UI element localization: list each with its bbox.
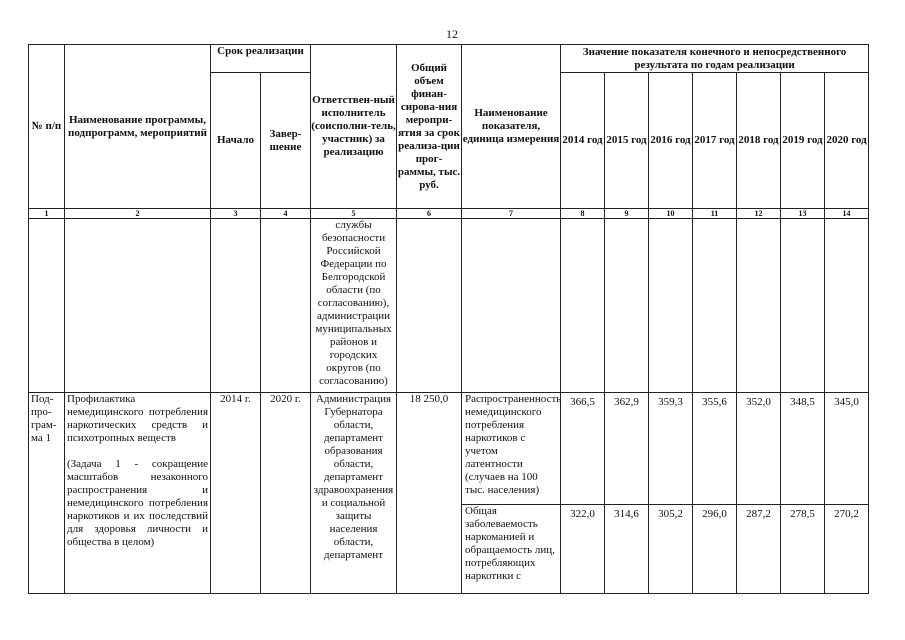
indicator-value: 287,2 xyxy=(737,504,780,593)
indicator-cell xyxy=(462,393,561,594)
column-number: 4 xyxy=(261,209,311,219)
column-number: 6 xyxy=(397,209,462,219)
header-year: 2016 год xyxy=(649,73,693,209)
subprogram-row xyxy=(29,393,869,594)
subprogram-task: (Задача 1 - сокращение масштабов незаконного распространения и немедицинского потребления наркотиков и их последствий для здоровья личности и общества в целом) xyxy=(67,458,208,548)
indicator-value: 314,6 xyxy=(605,504,648,593)
column-number: 9 xyxy=(605,209,649,219)
header-indicator: Наименование показателя, единица измерения xyxy=(462,45,561,209)
header-year: 2017 год xyxy=(693,73,737,209)
column-number: 8 xyxy=(561,209,605,219)
header-volume: Общий объем финан-сирова-ния меропри-ятия за срок реализа-ции прог-раммы, тыс. руб. xyxy=(397,45,462,209)
indicator-value: 362,9 xyxy=(614,396,639,408)
indicator-value: 305,2 xyxy=(649,504,692,593)
column-number: 10 xyxy=(649,209,693,219)
value-cell xyxy=(693,393,737,594)
column-number: 3 xyxy=(211,209,261,219)
column-number: 14 xyxy=(825,209,869,219)
header-year: 2014 год xyxy=(561,73,605,209)
header-start: Начало xyxy=(211,73,261,209)
header-executor: Ответствен-ный исполнитель (соисполни-тель, участник) за реализацию xyxy=(311,45,397,209)
header-year: 2019 год xyxy=(781,73,825,209)
column-number: 12 xyxy=(737,209,781,219)
continuation-row xyxy=(29,219,869,393)
indicator-value: 296,0 xyxy=(693,504,736,593)
indicator-value: 348,5 xyxy=(790,396,815,408)
indicator-value: 345,0 xyxy=(834,396,859,408)
subprogram-num: Под-про-грам-ма 1 xyxy=(29,393,65,594)
indicator-value: 270,2 xyxy=(825,504,868,593)
value-cell xyxy=(561,393,605,594)
column-number: 7 xyxy=(462,209,561,219)
header-name: Наименование программы, подпрограмм, мероприятий xyxy=(65,45,211,209)
indicator-name: Общая заболеваемость наркоманией и обращаемость лиц, потребляющих наркотики с xyxy=(462,504,560,593)
indicator-value: 359,3 xyxy=(658,396,683,408)
continuation-executor: службы безопасности Российской Федерации по Белгородской области (по согласованию), администрации муниципальных районов и городских округов (по согласованию) xyxy=(311,219,397,393)
subprogram-executor: Администрация Губернатора области, департамент образования области, департамент здравоохранения и социальной защиты населения области, департамент xyxy=(311,393,397,594)
indicator-value: 355,6 xyxy=(702,396,727,408)
indicator-value: 352,0 xyxy=(746,396,771,408)
value-cell xyxy=(825,393,869,594)
value-cell xyxy=(605,393,649,594)
value-cell xyxy=(781,393,825,594)
header-num: № п/п xyxy=(29,45,65,209)
subprogram-start: 2014 г. xyxy=(211,393,261,594)
header-end: Завер-шение xyxy=(261,73,311,209)
header-year: 2015 год xyxy=(605,73,649,209)
program-table xyxy=(28,44,869,594)
subprogram-volume: 18 250,0 xyxy=(397,393,462,594)
value-cell xyxy=(737,393,781,594)
indicator-value: 278,5 xyxy=(781,504,824,593)
column-number: 11 xyxy=(693,209,737,219)
value-cell xyxy=(649,393,693,594)
column-number: 1 xyxy=(29,209,65,219)
header-period: Срок реализации xyxy=(211,45,311,73)
header-year: 2020 год xyxy=(825,73,869,209)
subprogram-name: Профилактика немедицинского потребления наркотических средств и психотропных веществ xyxy=(67,393,208,444)
column-number: 13 xyxy=(781,209,825,219)
header-values-group: Значение показателя конечного и непосредственного результата по годам реализации xyxy=(561,45,869,73)
column-number: 2 xyxy=(65,209,211,219)
page-number: 12 xyxy=(446,27,458,41)
indicator-value: 366,5 xyxy=(570,396,595,408)
indicator-value: 322,0 xyxy=(561,504,604,593)
indicator-name: Распространенность немедицинского потребления наркотиков с учетом латентности (случаев на 100 тыс. населения) xyxy=(465,393,562,496)
column-number: 5 xyxy=(311,209,397,219)
subprogram-end: 2020 г. xyxy=(261,393,311,594)
header-year: 2018 год xyxy=(737,73,781,209)
subprogram-name-cell xyxy=(65,393,211,594)
